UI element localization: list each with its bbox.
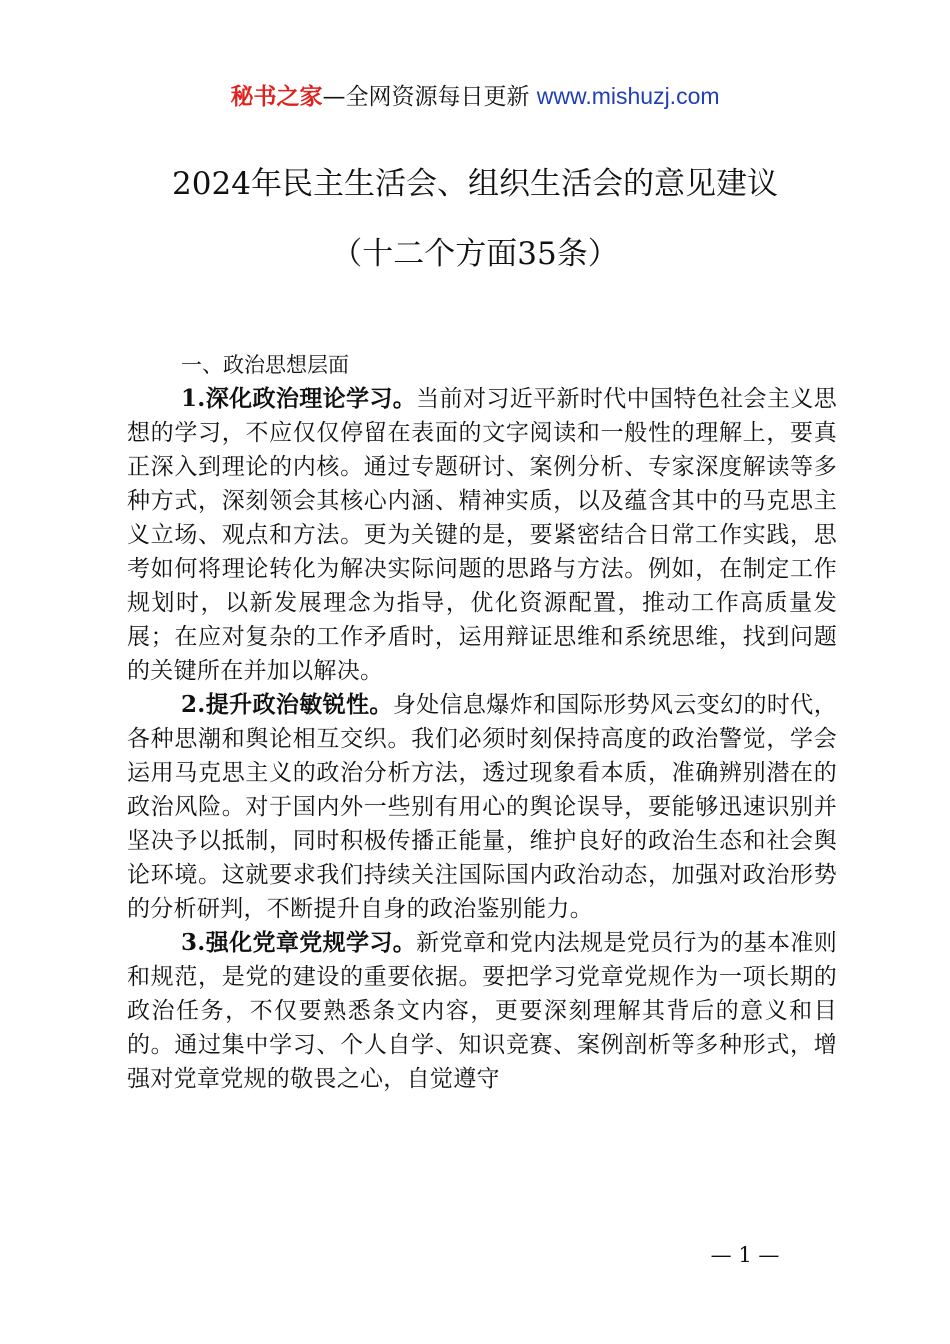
document-subtitle: （十二个方面35条） — [331, 236, 619, 272]
document-title: 2024年民主生活会、组织生活会的意见建议 — [172, 166, 778, 202]
item-number: 2. — [181, 691, 206, 718]
document-body — [127, 348, 837, 1096]
item-text: 新党章和党内法规是党员行为的基本准则和规范，是党的建设的重要依据。要把学习党章党规作为一项长期的政治任务，不仅要熟悉条文内容，更要深刻理解其背后的意义和目的。通过集中学习、个人自学、知识竞赛、案例剖析等多种形式，增强对党章党规的敬畏之心，自觉遵守 — [127, 930, 837, 1092]
item-text: 身处信息爆炸和国际形势风云变幻的时代，各种思潮和舆论相互交织。我们必须时刻保持高度的政治警觉，学会运用马克思主义的政治分析方法，透过现象看本质，准确辨别潜在的政治风险。对于国内外一些别有用心的舆论误导，要能够迅速识别并坚决予以抵制，同时积极传播正能量，维护良好的政治生态和社会舆论环境。这就要求我们持续关注国际国内政治动态，加强对政治形势的分析研判，不断提升自身的政治鉴别能力。 — [127, 692, 837, 922]
paragraph-item-2 — [127, 688, 837, 926]
header-tagline: —全网资源每日更新 — [322, 84, 530, 110]
item-lead: 强化党章党规学习。 — [205, 930, 417, 956]
site-header — [0, 80, 950, 113]
item-number: 1. — [181, 385, 206, 412]
section-heading: 一、政治思想层面 — [181, 353, 349, 377]
item-number: 3. — [181, 929, 206, 956]
item-text: 当前对习近平新时代中国特色社会主义思想的学习，不应仅仅停留在表面的文字阅读和一般性的理解上，要真正深入到理论的内核。通过专题研讨、案例分析、专家深度解读等多种方式，深刻领会其核心内涵、精神实质，以及蕴含其中的马克思主义立场、观点和方法。更为关键的是，要紧密结合日常工作实践，思考如何将理论转化为解决实际问题的思路与方法。例如，在制定工作规划时，以新发展理念为指导，优化资源配置，推动工作高质量发展；在应对复杂的工作矛盾时，运用辩证思维和系统思维，找到问题的关键所在并加以解决。 — [127, 386, 837, 684]
site-url[interactable]: www.mishuzj.com — [536, 83, 720, 109]
page-number: — 1 — — [710, 1243, 780, 1267]
item-lead: 提升政治敏锐性。 — [205, 692, 393, 718]
paragraph-item-3 — [127, 926, 837, 1096]
brand-name: 秘书之家 — [230, 84, 323, 110]
paragraph-item-1 — [127, 382, 837, 688]
item-lead: 深化政治理论学习。 — [205, 386, 417, 412]
